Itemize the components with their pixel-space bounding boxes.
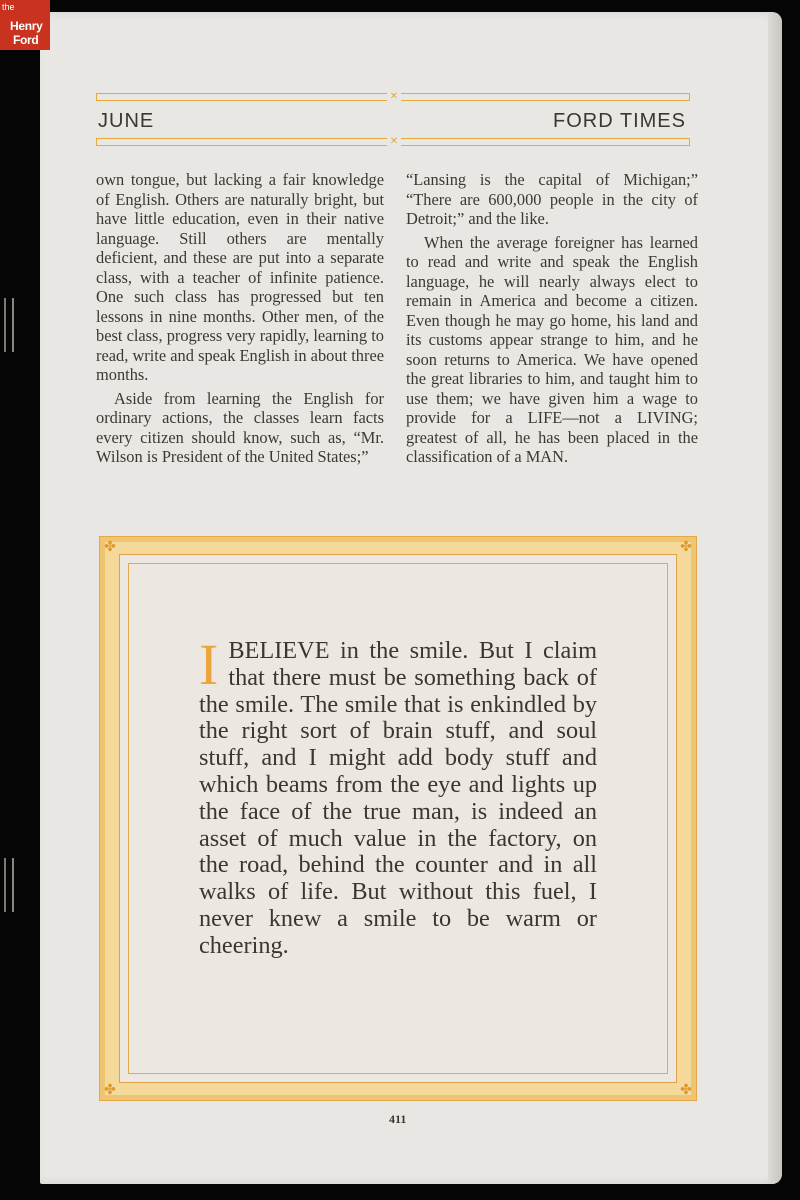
paragraph: own tongue, but lacking a fair knowledge of English. Others are naturally bright, but have little education, even in their native language. Still others are mentally deficient, and these are put into a separate class, with a teacher of infinite patience. One such class has progressed but ten lessons in nine months. Other men, of the best class, progress very rapidly, learning to read, write and speak English in about three months. [96,170,384,384]
quote-text: BELIEVE in the smile. But I claim that there must be something back of the smile. The smile that is enkindled by the right sort of brain stuff, and soul stuff, and I might add body stuff and which beams from the eye and lights up the face of the true man, is indeed an asset of much value in the factory, on the road, behind the counter and in all walks of life. But without this fuel, I never knew a smile to be warm or cheering. [199,637,597,959]
header-title: FORD TIMES [553,110,686,132]
corner-ornament-icon: ✤ [104,539,116,555]
framed-quote [199,632,597,960]
paragraph: Aside from learning the English for ordinary actions, the classes learn facts every citizen should know, such as, “Mr. Wilson is President of the United States;” [96,388,384,466]
right-column [406,170,698,467]
corner-ornament-icon: ✤ [104,1082,116,1098]
logo-text-ford: Ford [13,33,39,47]
ornament-icon: ✕ [387,91,401,103]
paragraph: “Lansing is the capital of Michigan;” “There are 600,000 people in the city of Detroit;” and the like. [406,170,698,228]
logo-text-henry: Henry [10,19,43,33]
corner-ornament-icon: ✤ [680,1082,692,1098]
henry-ford-logo [0,0,50,50]
drop-cap: I [199,632,219,697]
binding-ring-upper [4,298,14,352]
header-rule-bottom [96,138,690,146]
header-month: JUNE [98,110,155,132]
header-rule-top [96,93,690,101]
page-number: 411 [389,1112,407,1126]
logo-text-the: the [2,2,15,12]
paragraph: When the average foreigner has learned to read and write and speak the English language, he will nearly always elect to remain in America and become a citizen. Even though he may go home, his land and its customs appear strange to him, and he soon returns to America. We have opened the great libraries to him, and taught him to use them; we have given him a wage to provide for a LIFE—not a LIVING; greatest of all, he has been placed in the classification of a MAN. [406,232,698,466]
left-column [96,170,384,467]
corner-ornament-icon: ✤ [680,539,692,555]
binding-ring-lower [4,858,14,912]
ornament-icon: ✕ [387,136,401,148]
page-edge [768,12,782,1184]
